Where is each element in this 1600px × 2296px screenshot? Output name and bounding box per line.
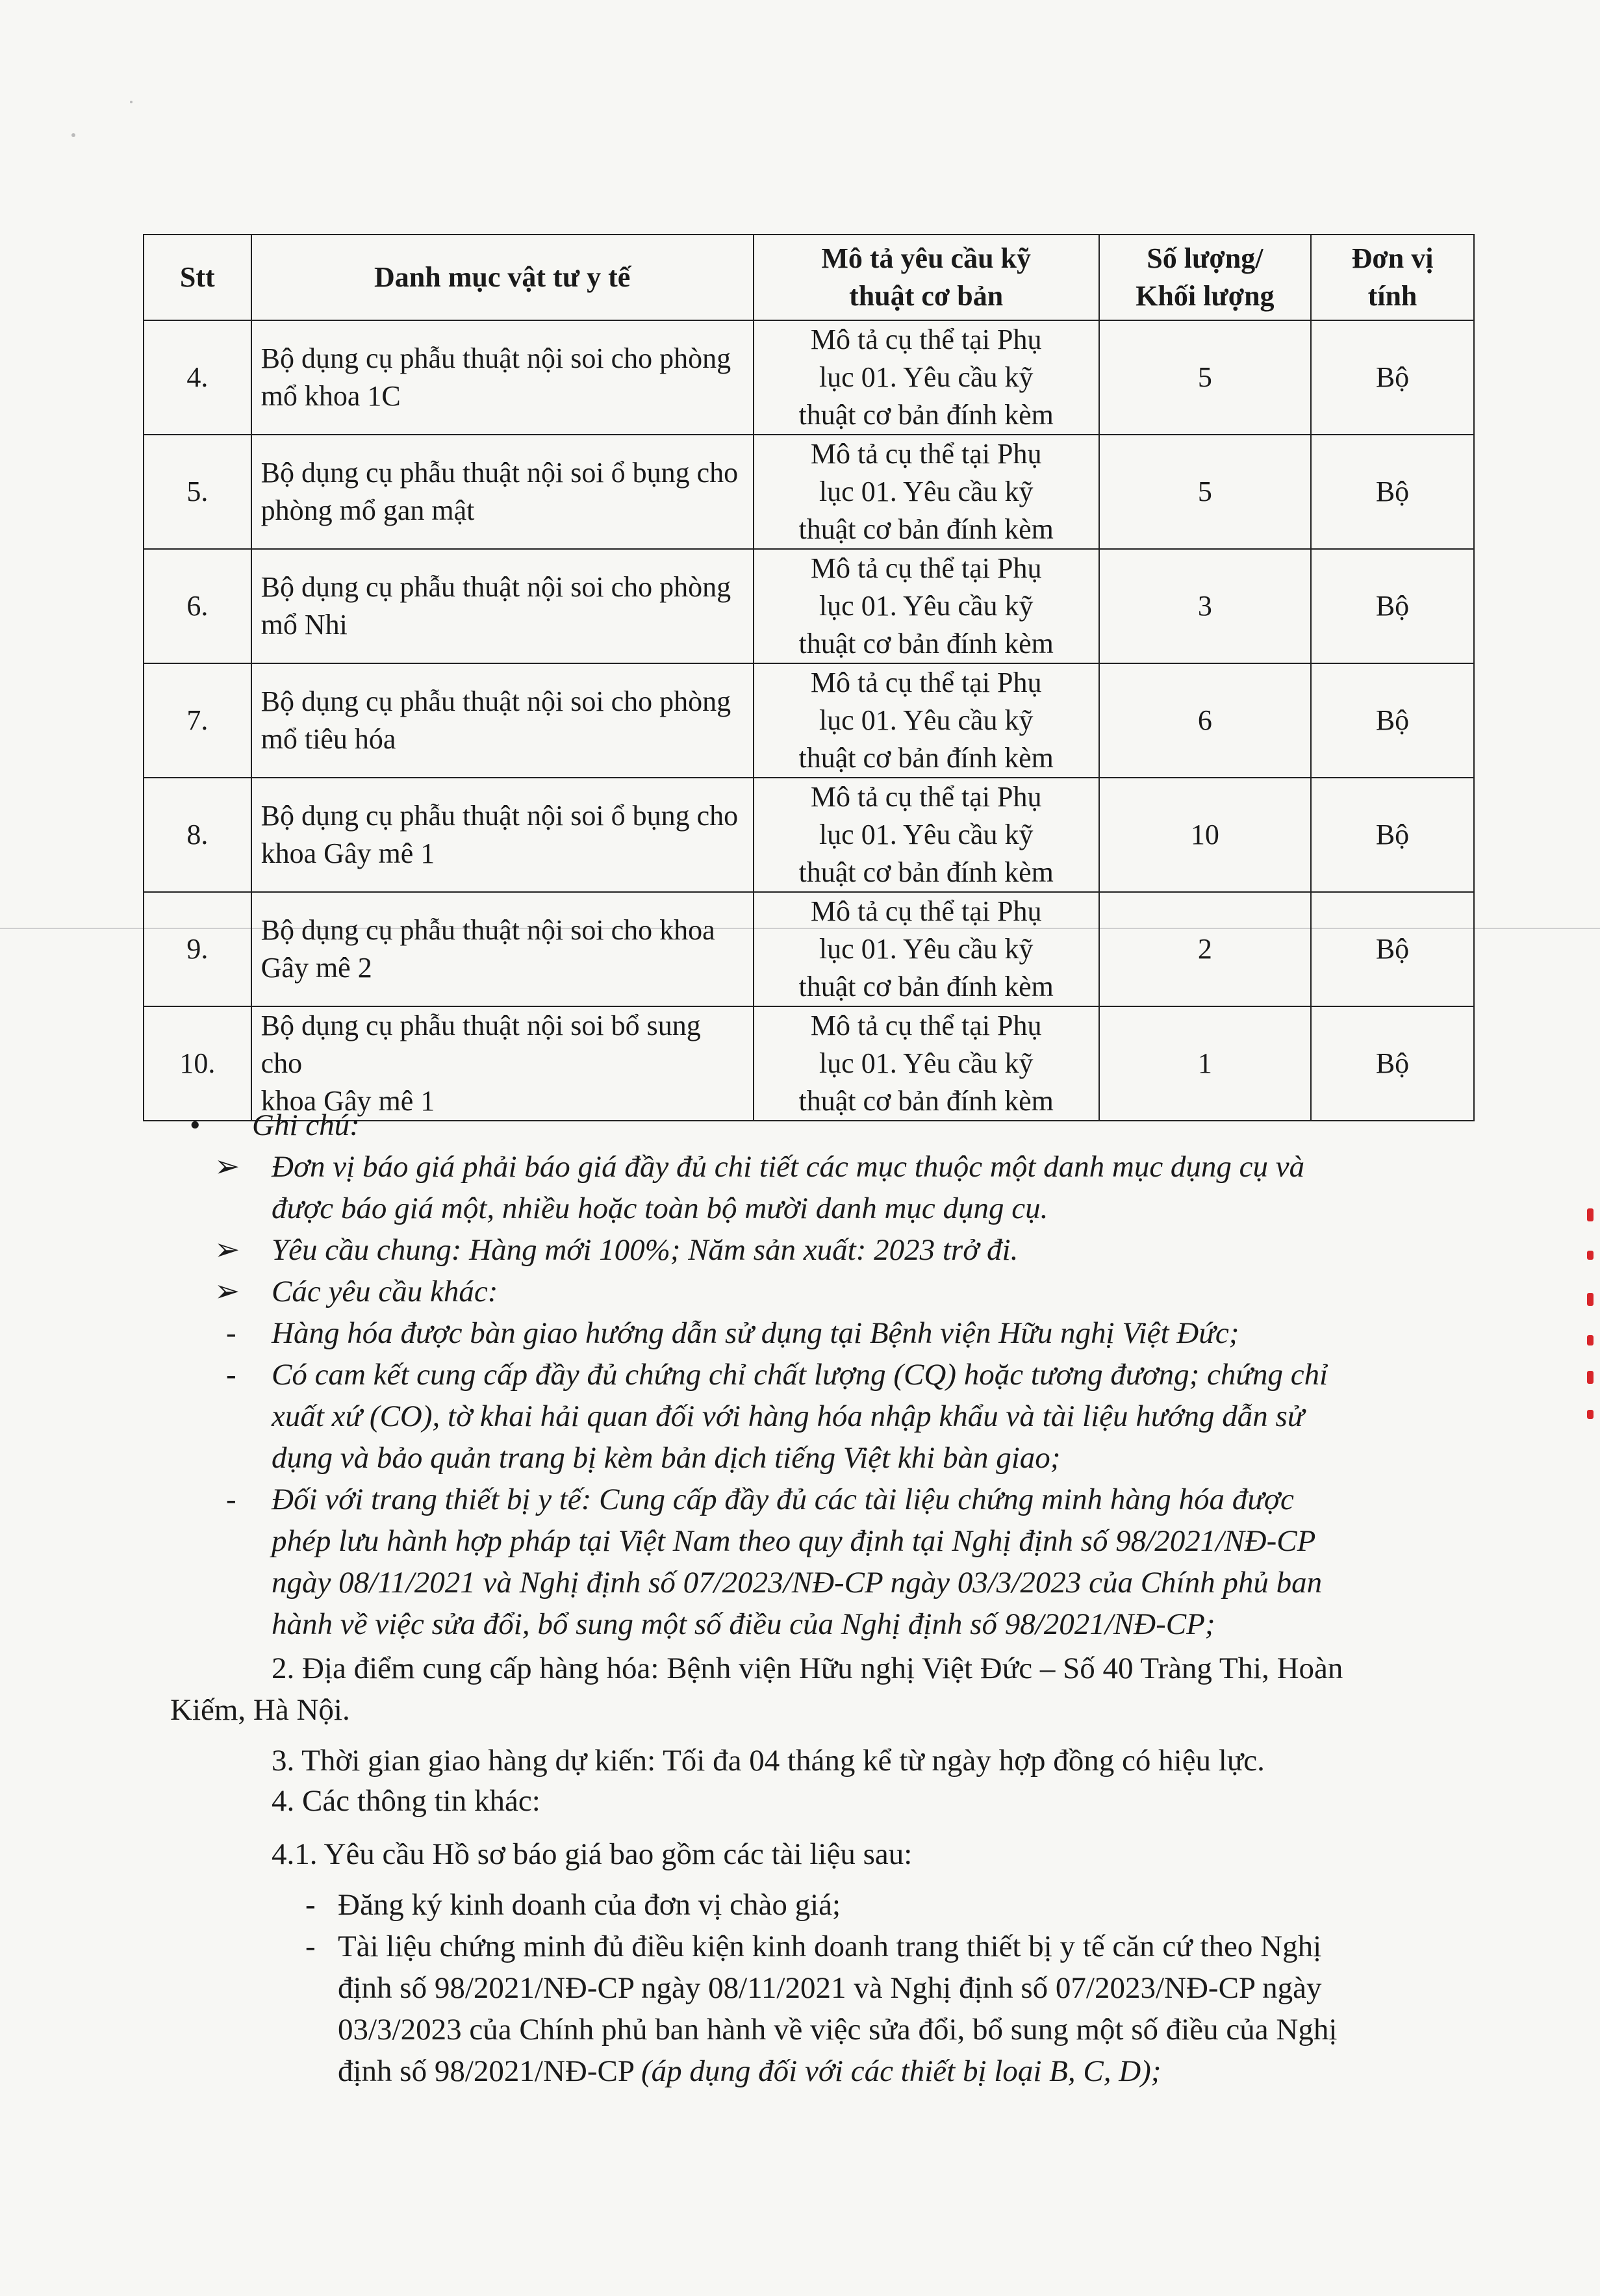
- cell-name: Bộ dụng cụ phẫu thuật nội soi cho phòng mổ Nhi: [251, 549, 754, 663]
- note-text: Đối với trang thiết bị y tế: Cung cấp đầy đủ các tài liệu chứng minh hàng hóa được: [272, 1483, 1294, 1516]
- cell-name: Bộ dụng cụ phẫu thuật nội soi cho phòng mổ khoa 1C: [251, 320, 754, 435]
- note-text: Đơn vị báo giá phải báo giá đầy đủ chi tiết các mục thuộc một danh mục dụng cụ và: [272, 1150, 1305, 1184]
- arrow-icon: ➢: [214, 1150, 240, 1184]
- cell-stt: 8.: [144, 778, 251, 892]
- cell-name: Bộ dụng cụ phẫu thuật nội soi ổ bụng cho khoa Gây mê 1: [251, 778, 754, 892]
- dash-icon: -: [305, 1930, 316, 1963]
- requirement-text: Đăng ký kinh doanh của đơn vị chào giá;: [338, 1888, 841, 1922]
- requirement-text-last: [338, 2050, 1161, 2092]
- stamp-edge-mark: [1587, 1371, 1594, 1384]
- cell-stt: 9.: [144, 892, 251, 1006]
- paragraph-delivery-location: 2. Địa điểm cung cấp hàng hóa: Bệnh viện Hữu nghị Việt Đức – Số 40 Tràng Thi, Hoàn: [272, 1652, 1343, 1685]
- cell-name: Bộ dụng cụ phẫu thuật nội soi cho khoa Gây mê 2: [251, 892, 754, 1006]
- cell-desc: Mô tả cụ thể tại Phụ lục 01. Yêu cầu kỹ thuật cơ bản đính kèm: [754, 549, 1099, 663]
- cell-qty: 6: [1099, 663, 1311, 778]
- arrow-icon: ➢: [214, 1233, 240, 1267]
- scan-speck: [71, 133, 75, 137]
- cell-unit: Bộ: [1311, 663, 1474, 778]
- requirement-text: 03/3/2023 của Chính phủ ban hành về việc sửa đổi, bổ sung một số điều của Nghị: [338, 2013, 1338, 2047]
- header-desc: Mô tả yêu cầu kỹ thuật cơ bản: [754, 235, 1099, 320]
- header-stt: Stt: [144, 235, 251, 320]
- cell-desc: Mô tả cụ thể tại Phụ lục 01. Yêu cầu kỹ thuật cơ bản đính kèm: [754, 892, 1099, 1006]
- scan-speck: [130, 101, 133, 103]
- cell-name: Bộ dụng cụ phẫu thuật nội soi ổ bụng cho phòng mổ gan mật: [251, 435, 754, 549]
- cell-stt: 4.: [144, 320, 251, 435]
- table-header-row: [144, 235, 1474, 320]
- note-text: hành về việc sửa đổi, bổ sung một số điều của Nghị định số 98/2021/NĐ-CP;: [272, 1607, 1215, 1641]
- requirement-text: định số 98/2021/NĐ-CP: [338, 2054, 641, 2088]
- cell-unit: Bộ: [1311, 778, 1474, 892]
- table-row: [144, 1006, 1474, 1121]
- notes-heading: Ghi chú:: [252, 1108, 360, 1142]
- note-text: phép lưu hành hợp pháp tại Việt Nam theo quy định tại Nghị định số 98/2021/NĐ-CP: [272, 1524, 1316, 1558]
- requirement-text-italic: (áp dụng đối với các thiết bị loại B, C, D);: [641, 2054, 1162, 2088]
- cell-unit: Bộ: [1311, 320, 1474, 435]
- cell-desc: Mô tả cụ thể tại Phụ lục 01. Yêu cầu kỹ thuật cơ bản đính kèm: [754, 320, 1099, 435]
- table-row: [144, 320, 1474, 435]
- cell-stt: 5.: [144, 435, 251, 549]
- cell-unit: Bộ: [1311, 892, 1474, 1006]
- dash-icon: -: [226, 1483, 236, 1516]
- dash-icon: -: [226, 1316, 236, 1350]
- dash-icon: -: [305, 1888, 316, 1922]
- cell-unit: Bộ: [1311, 549, 1474, 663]
- cell-qty: 5: [1099, 320, 1311, 435]
- table-row: [144, 892, 1474, 1006]
- paragraph-quote-requirements: 4.1. Yêu cầu Hồ sơ báo giá bao gồm các tài liệu sau:: [272, 1837, 913, 1871]
- table-row: [144, 778, 1474, 892]
- paragraph-delivery-location-cont: Kiếm, Hà Nội.: [170, 1693, 350, 1727]
- cell-unit: Bộ: [1311, 435, 1474, 549]
- cell-qty: 3: [1099, 549, 1311, 663]
- cell-name: Bộ dụng cụ phẫu thuật nội soi cho phòng mổ tiêu hóa: [251, 663, 754, 778]
- table-row: [144, 663, 1474, 778]
- note-text: Hàng hóa được bàn giao hướng dẫn sử dụng tại Bệnh viện Hữu nghị Việt Đức;: [272, 1316, 1239, 1350]
- cell-qty: 5: [1099, 435, 1311, 549]
- cell-desc: Mô tả cụ thể tại Phụ lục 01. Yêu cầu kỹ thuật cơ bản đính kèm: [754, 778, 1099, 892]
- stamp-edge-mark: [1587, 1251, 1594, 1260]
- cell-stt: 7.: [144, 663, 251, 778]
- header-qty: Số lượng/ Khối lượng: [1099, 235, 1311, 320]
- cell-desc: Mô tả cụ thể tại Phụ lục 01. Yêu cầu kỹ thuật cơ bản đính kèm: [754, 1006, 1099, 1121]
- note-text: Các yêu cầu khác:: [272, 1275, 498, 1308]
- note-text: dụng và bảo quản trang bị kèm bản dịch tiếng Việt khi bàn giao;: [272, 1441, 1061, 1475]
- stamp-edge-mark: [1587, 1293, 1594, 1306]
- dash-icon: -: [226, 1358, 236, 1392]
- table-row: [144, 549, 1474, 663]
- medical-supplies-table: [143, 234, 1475, 1121]
- stamp-edge-mark: [1587, 1208, 1594, 1221]
- requirement-text: Tài liệu chứng minh đủ điều kiện kinh doanh trang thiết bị y tế căn cứ theo Nghị: [338, 1930, 1322, 1963]
- cell-desc: Mô tả cụ thể tại Phụ lục 01. Yêu cầu kỹ thuật cơ bản đính kèm: [754, 435, 1099, 549]
- cell-stt: 6.: [144, 549, 251, 663]
- stamp-edge-mark: [1587, 1410, 1594, 1419]
- table-row: [144, 435, 1474, 549]
- cell-qty: 2: [1099, 892, 1311, 1006]
- stamp-edge-mark: [1587, 1335, 1594, 1346]
- note-text: xuất xứ (CO), tờ khai hải quan đối với hàng hóa nhập khẩu và tài liệu hướng dẫn sử: [272, 1399, 1304, 1433]
- requirement-text: định số 98/2021/NĐ-CP ngày 08/11/2021 và Nghị định số 07/2023/NĐ-CP ngày: [338, 1971, 1322, 2005]
- paragraph-other-info: 4. Các thông tin khác:: [272, 1784, 540, 1818]
- note-text: được báo giá một, nhiều hoặc toàn bộ mười danh mục dụng cụ.: [272, 1192, 1048, 1225]
- cell-qty: 1: [1099, 1006, 1311, 1121]
- cell-qty: 10: [1099, 778, 1311, 892]
- note-text: Yêu cầu chung: Hàng mới 100%; Năm sản xuất: 2023 trở đi.: [272, 1233, 1019, 1267]
- paragraph-delivery-time: 3. Thời gian giao hàng dự kiến: Tối đa 04 tháng kể từ ngày hợp đồng có hiệu lực.: [272, 1744, 1265, 1778]
- arrow-icon: ➢: [214, 1275, 240, 1308]
- header-unit: Đơn vị tính: [1311, 235, 1474, 320]
- note-text: ngày 08/11/2021 và Nghị định số 07/2023/NĐ-CP ngày 03/3/2023 của Chính phủ ban: [272, 1566, 1323, 1600]
- cell-desc: Mô tả cụ thể tại Phụ lục 01. Yêu cầu kỹ thuật cơ bản đính kèm: [754, 663, 1099, 778]
- header-name: Danh mục vật tư y tế: [251, 235, 754, 320]
- bullet-icon: •: [190, 1108, 201, 1142]
- cell-name: Bộ dụng cụ phẫu thuật nội soi bổ sung cho khoa Gây mê 1: [251, 1006, 754, 1121]
- cell-unit: Bộ: [1311, 1006, 1474, 1121]
- cell-stt: 10.: [144, 1006, 251, 1121]
- note-text: Có cam kết cung cấp đầy đủ chứng chỉ chất lượng (CQ) hoặc tương đương; chứng chỉ: [272, 1358, 1328, 1392]
